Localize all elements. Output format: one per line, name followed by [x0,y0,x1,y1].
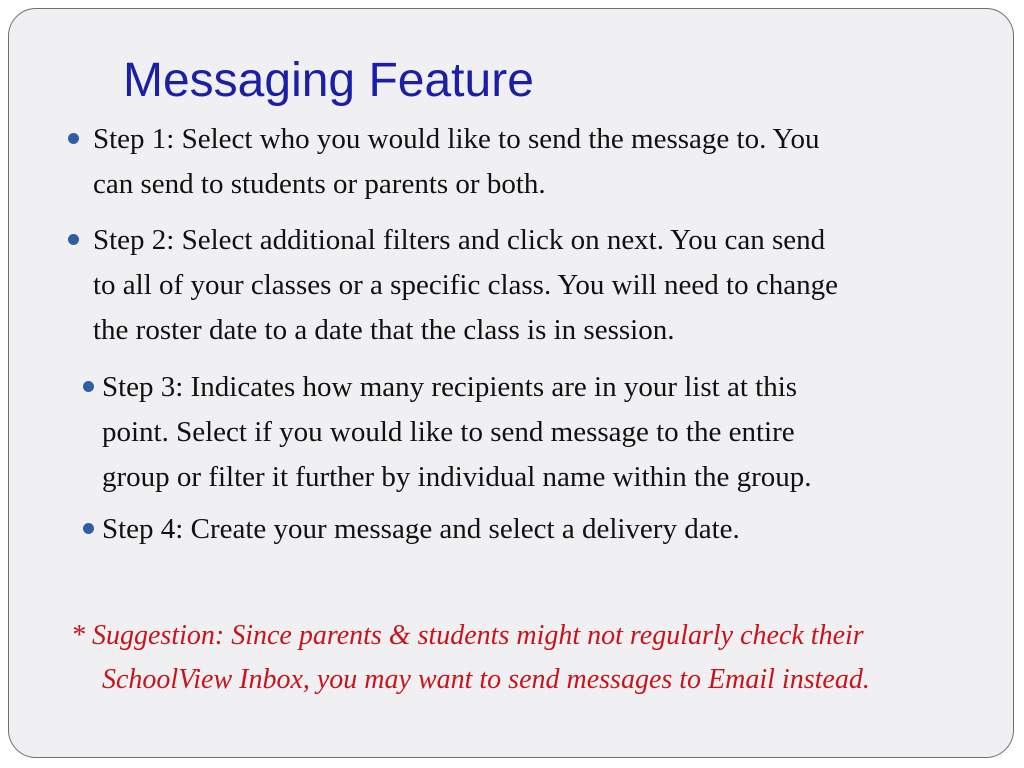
slide [8,8,1014,758]
suggestion-line-2: SchoolView Inbox, you may want to send messages to Email instead. [102,664,870,695]
suggestion-note [71,614,870,702]
bullet-dot-icon [68,234,79,245]
slide-title: Messaging Feature [123,54,534,107]
step-2-line-2: to all of your classes or a specific class. You will need to change [93,269,838,301]
step-2-bullet [93,218,838,353]
step-2-line-3: the roster date to a date that the class is in session. [93,314,675,346]
step-4-bullet [102,507,740,552]
step-1-line-2: can send to students or parents or both. [93,168,546,200]
step-3-line-1: Step 3: Indicates how many recipients are in your list at this [102,371,798,403]
step-4-line-1: Step 4: Create your message and select a delivery date. [102,513,740,545]
bullet-dot-icon [83,381,94,392]
step-1-line-1: Step 1: Select who you would like to send the message to. You [93,123,820,155]
step-3-line-3: group or filter it further by individual name within the group. [102,461,812,493]
bullet-dot-icon [83,523,94,534]
step-3-line-2: point. Select if you would like to send message to the entire [102,416,795,448]
step-2-line-1: Step 2: Select additional filters and click on next. You can send [93,224,826,256]
step-1-bullet [93,117,820,207]
suggestion-line-1: * Suggestion: Since parents & students might not regularly check their [71,620,864,651]
bullet-dot-icon [68,133,79,144]
step-3-bullet [102,365,812,500]
